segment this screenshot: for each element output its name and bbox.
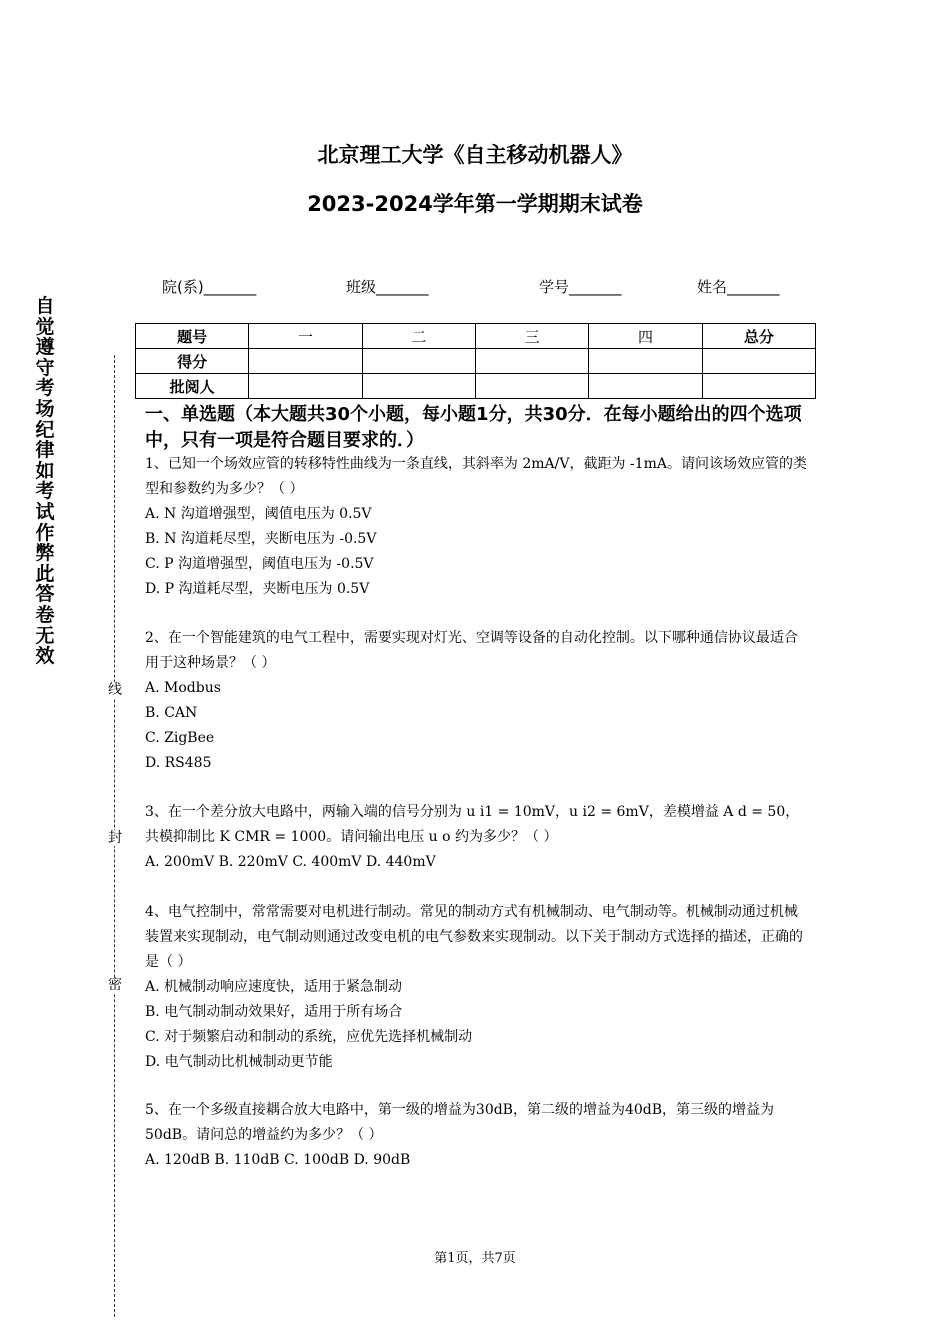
question-option: B. N 沟道耗尽型，夹断电压为 -0.5V (145, 531, 377, 547)
score-cell[interactable] (589, 349, 702, 374)
score-table-row (136, 324, 816, 349)
score-cell: 四 (589, 324, 702, 349)
page-number: 第1页，共7页 (434, 1251, 516, 1266)
section-title: 一、单选题（本大题共30个小题，每小题1分，共30分．在每小题给出的四个选项中，只有一项是符合题目要求的．） (145, 404, 802, 451)
score-cell[interactable] (362, 374, 475, 399)
score-table-row (136, 374, 816, 399)
question-option: D. RS485 (145, 755, 212, 771)
question-4 (145, 900, 810, 1075)
score-cell: 二 (362, 324, 475, 349)
score-cell[interactable] (475, 349, 588, 374)
question-option: A. 120dB B. 110dB C. 100dB D. 90dB (145, 1152, 411, 1168)
score-cell[interactable] (249, 349, 362, 374)
score-table (135, 323, 816, 399)
exam-title-line1: 北京理工大学《自主移动机器人》 (317, 143, 633, 167)
question-2 (145, 626, 810, 776)
score-cell: 得分 (136, 349, 249, 374)
class-field: 班级_______ (346, 278, 429, 296)
score-cell[interactable] (249, 374, 362, 399)
score-cell[interactable] (475, 374, 588, 399)
question-option: A. Modbus (145, 680, 221, 696)
binding-mark-secret: 密 (108, 977, 122, 993)
exam-discipline-warning: 自觉遵守考场纪律如考试作弊此答卷无效 (35, 295, 55, 668)
question-option: B. CAN (145, 705, 198, 721)
question-5 (145, 1098, 810, 1173)
score-cell: 总分 (702, 324, 815, 349)
binding-mark-seal: 封 (108, 830, 122, 846)
question-stem: 3、在一个差分放大电路中，两输入端的信号分别为 u i1 = 10mV，u i2 = 6mV，差模增益 A d = 50，共模抑制比 K CMR = 1000。请问输出电压 u o 约为多少？（ ） (145, 804, 800, 845)
question-option: C. ZigBee (145, 730, 215, 746)
binding-mark-line: 线 (108, 682, 122, 698)
question-option: A. 200mV B. 220mV C. 400mV D. 440mV (145, 854, 436, 870)
question-stem: 4、电气控制中，常常需要对电机进行制动。常见的制动方式有机械制动、电气制动等。机械制动通过机械装置来实现制动，电气制动则通过改变电机的电气参数来实现制动。以下关于制动方式选择的描述，正确的是（ ） (145, 904, 803, 970)
score-cell: 题号 (136, 324, 249, 349)
question-option: C. P 沟道增强型，阈值电压为 -0.5V (145, 556, 374, 572)
department-field: 院(系)_______ (162, 278, 257, 296)
score-table-row (136, 349, 816, 374)
question-stem: 1、已知一个场效应管的转移特性曲线为一条直线，其斜率为 2mA/V，截距为 -1mA。请问该场效应管的类型和参数约为多少？（ ） (145, 456, 807, 497)
question-option: D. P 沟道耗尽型，夹断电压为 0.5V (145, 581, 370, 597)
score-cell[interactable] (702, 374, 815, 399)
question-stem: 5、在一个多级直接耦合放大电路中，第一级的增益为30dB，第二级的增益为40dB，第三级的增益为50dB。请问总的增益约为多少？（ ） (145, 1102, 775, 1143)
score-cell: 批阅人 (136, 374, 249, 399)
question-option: B. 电气制动制动效果好，适用于所有场合 (145, 1004, 403, 1020)
student-id-field: 学号_______ (539, 278, 622, 296)
exam-title-line2: 2023-2024学年第一学期期末试卷 (307, 192, 643, 216)
name-field: 姓名_______ (697, 278, 780, 296)
score-cell[interactable] (362, 349, 475, 374)
score-cell: 三 (475, 324, 588, 349)
question-stem: 2、在一个智能建筑的电气工程中，需要实现对灯光、空调等设备的自动化控制。以下哪种通信协议最适合用于这种场景？（ ） (145, 630, 798, 671)
question-1 (145, 452, 810, 602)
question-option: A. N 沟道增强型，阈值电压为 0.5V (145, 506, 372, 522)
score-cell[interactable] (702, 349, 815, 374)
score-cell[interactable] (589, 374, 702, 399)
question-option: C. 对于频繁启动和制动的系统，应优先选择机械制动 (145, 1029, 473, 1045)
question-option: D. 电气制动比机械制动更节能 (145, 1054, 333, 1070)
question-3 (145, 800, 810, 875)
score-cell: 一 (249, 324, 362, 349)
question-option: A. 机械制动响应速度快，适用于紧急制动 (145, 979, 403, 995)
